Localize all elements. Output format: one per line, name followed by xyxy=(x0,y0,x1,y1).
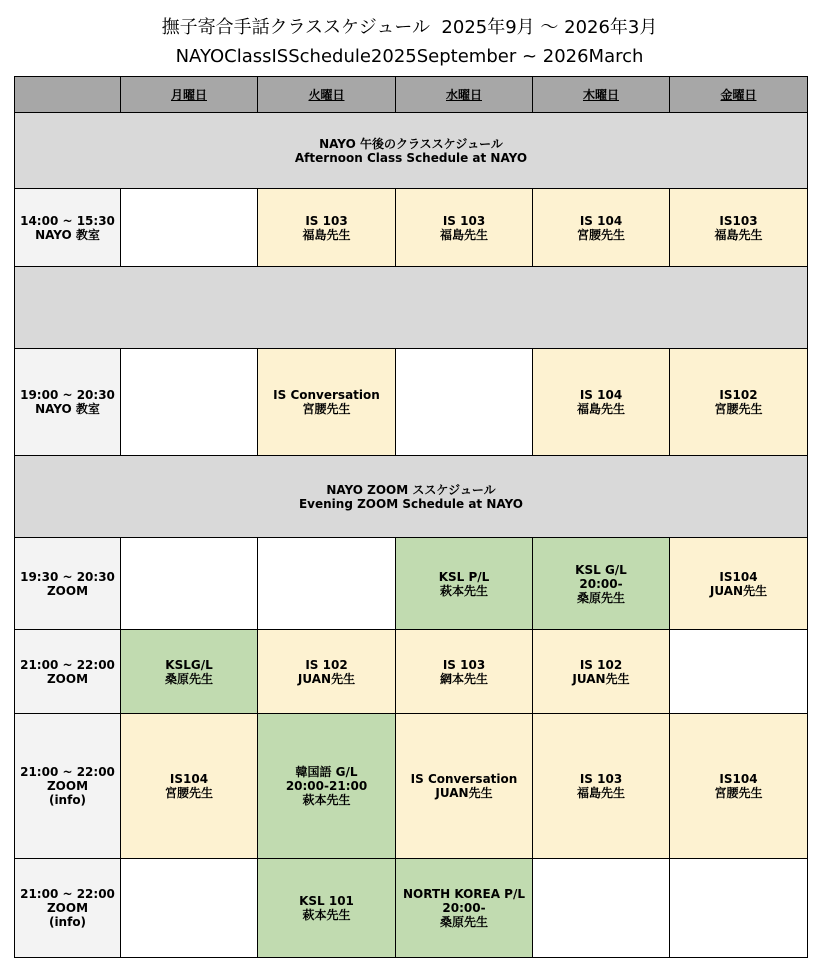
class-line: 桑原先生 xyxy=(164,671,213,686)
class-line: IS 102 xyxy=(579,657,623,672)
empty-cell xyxy=(396,349,533,456)
class-cell xyxy=(533,349,670,456)
class-line: JUAN先生 xyxy=(572,671,630,686)
class-cell xyxy=(533,630,670,714)
class-cell xyxy=(258,189,396,267)
schedule-row xyxy=(15,349,808,456)
schedule-row xyxy=(15,714,808,859)
class-line: 20:00- xyxy=(579,576,623,591)
time-location: ZOOM xyxy=(46,671,89,686)
empty-cell xyxy=(121,538,258,630)
class-line: 網本先生 xyxy=(439,671,488,686)
class-cell xyxy=(396,189,533,267)
class-cell xyxy=(533,189,670,267)
day-header-wed xyxy=(396,77,533,113)
class-line: 萩本先生 xyxy=(302,908,351,922)
time-cell xyxy=(15,349,121,456)
class-line: IS Conversation xyxy=(410,772,518,786)
section-row-afternoon xyxy=(15,113,808,189)
class-line: IS 103 xyxy=(579,772,623,786)
spacer-band xyxy=(15,267,808,349)
class-line: 福島先生 xyxy=(302,227,351,242)
schedule-table xyxy=(14,76,808,958)
spacer-row xyxy=(15,267,808,349)
section-title-en: Evening ZOOM Schedule at NAYO xyxy=(298,496,523,511)
day-label: 水曜日 xyxy=(445,87,482,102)
class-cell xyxy=(396,859,533,958)
class-line: 宮腰先生 xyxy=(164,786,213,800)
time-range: 19:30 ~ 20:30 xyxy=(20,569,115,584)
day-label: 月曜日 xyxy=(170,87,207,102)
time-range: 21:00 ~ 22:00 xyxy=(20,657,115,672)
class-cell xyxy=(121,714,258,859)
time-cell xyxy=(15,538,121,630)
class-line: 福島先生 xyxy=(576,402,625,416)
class-line: IS Conversation xyxy=(273,388,380,402)
time-cell xyxy=(15,630,121,714)
class-line: JUAN先生 xyxy=(709,583,768,598)
time-note: (info) xyxy=(48,915,87,929)
empty-cell xyxy=(533,859,670,958)
schedule-row xyxy=(15,630,808,714)
time-location: NAYO 教室 xyxy=(35,402,100,416)
time-range: 21:00 ~ 22:00 xyxy=(20,765,115,779)
empty-cell xyxy=(670,630,808,714)
time-cell xyxy=(15,189,121,267)
class-cell xyxy=(258,714,396,859)
class-line: 福島先生 xyxy=(576,786,625,800)
time-location: NAYO 教室 xyxy=(35,227,100,242)
class-line: IS104 xyxy=(169,772,209,786)
class-line: JUAN先生 xyxy=(297,671,356,686)
time-location: ZOOM xyxy=(46,779,89,793)
class-cell xyxy=(670,349,808,456)
class-cell xyxy=(396,630,533,714)
class-line: 宮腰先生 xyxy=(714,402,763,416)
schedule-row xyxy=(15,538,808,630)
class-cell xyxy=(258,859,396,958)
empty-cell xyxy=(670,859,808,958)
class-line: IS103 xyxy=(719,213,758,228)
class-cell xyxy=(670,714,808,859)
class-line: 宮腰先生 xyxy=(576,227,625,242)
section-title-ja: NAYO ZOOM ススケジュール xyxy=(326,482,496,497)
empty-cell xyxy=(121,189,258,267)
day-label: 火曜日 xyxy=(308,87,345,102)
class-line: 20:00- xyxy=(442,901,486,915)
class-line: IS 103 xyxy=(442,213,486,228)
day-label: 木曜日 xyxy=(582,87,619,102)
day-header-tue xyxy=(258,77,396,113)
class-line: KSL 101 xyxy=(299,894,354,908)
class-cell xyxy=(670,538,808,630)
class-line: 萩本先生 xyxy=(439,583,488,598)
class-line: KSLG/L xyxy=(165,657,213,672)
class-line: IS104 xyxy=(719,772,758,786)
class-line: KSL G/L xyxy=(575,562,627,577)
class-cell xyxy=(533,538,670,630)
class-cell xyxy=(533,714,670,859)
day-header-fri xyxy=(670,77,808,113)
class-line: IS 104 xyxy=(579,213,623,228)
class-line: IS 104 xyxy=(579,388,623,402)
class-line: IS102 xyxy=(719,388,758,402)
empty-cell xyxy=(258,538,396,630)
class-line: IS 103 xyxy=(305,213,348,228)
class-line: 萩本先生 xyxy=(302,793,351,807)
time-range: 14:00 ~ 15:30 xyxy=(20,213,115,228)
section-afternoon xyxy=(15,113,808,189)
day-label: 金曜日 xyxy=(720,87,757,102)
time-location: ZOOM xyxy=(46,901,89,915)
day-header-thu xyxy=(533,77,670,113)
section-title-en: Afternoon Class Schedule at NAYO xyxy=(294,150,528,165)
schedule-row xyxy=(15,189,808,267)
time-cell xyxy=(15,859,121,958)
class-line: NORTH KOREA P/L xyxy=(402,887,526,901)
corner-cell xyxy=(15,77,121,113)
time-range: 21:00 ~ 22:00 xyxy=(20,887,115,901)
section-title-ja: NAYO 午後のクラススケジュール xyxy=(319,136,503,151)
empty-cell xyxy=(121,349,258,456)
class-line: IS 102 xyxy=(305,657,348,672)
time-note: (info) xyxy=(48,793,87,807)
class-cell xyxy=(258,349,396,456)
time-range: 19:00 ~ 20:30 xyxy=(20,388,115,402)
class-cell xyxy=(396,714,533,859)
schedule-row xyxy=(15,859,808,958)
class-line: JUAN先生 xyxy=(435,786,493,800)
section-zoom xyxy=(15,456,808,538)
section-row-zoom xyxy=(15,456,808,538)
header-row xyxy=(15,77,808,113)
day-header-mon xyxy=(121,77,258,113)
class-line: 福島先生 xyxy=(439,227,488,242)
class-cell xyxy=(121,630,258,714)
empty-cell xyxy=(121,859,258,958)
class-line: 20:00-21:00 xyxy=(285,779,368,793)
class-line: IS 103 xyxy=(442,657,486,672)
class-line: 福島先生 xyxy=(714,227,763,242)
class-line: IS104 xyxy=(719,569,758,584)
class-line: KSL P/L xyxy=(438,569,490,584)
class-line: 韓国語 G/L xyxy=(295,765,358,779)
page-title: 撫子寄合手話クラススケジュール 2025年9月 〜 2026年3月 xyxy=(161,17,658,38)
class-line: 桑原先生 xyxy=(576,590,625,605)
class-cell xyxy=(258,630,396,714)
class-line: 宮腰先生 xyxy=(714,786,763,800)
time-location: ZOOM xyxy=(46,583,89,598)
class-line: 宮腰先生 xyxy=(302,402,351,416)
class-line: 桑原先生 xyxy=(439,915,488,929)
class-cell xyxy=(396,538,533,630)
time-cell xyxy=(15,714,121,859)
class-cell xyxy=(670,189,808,267)
page-subtitle: NAYOClassISSchedule2025September ~ 2026March xyxy=(175,46,644,67)
